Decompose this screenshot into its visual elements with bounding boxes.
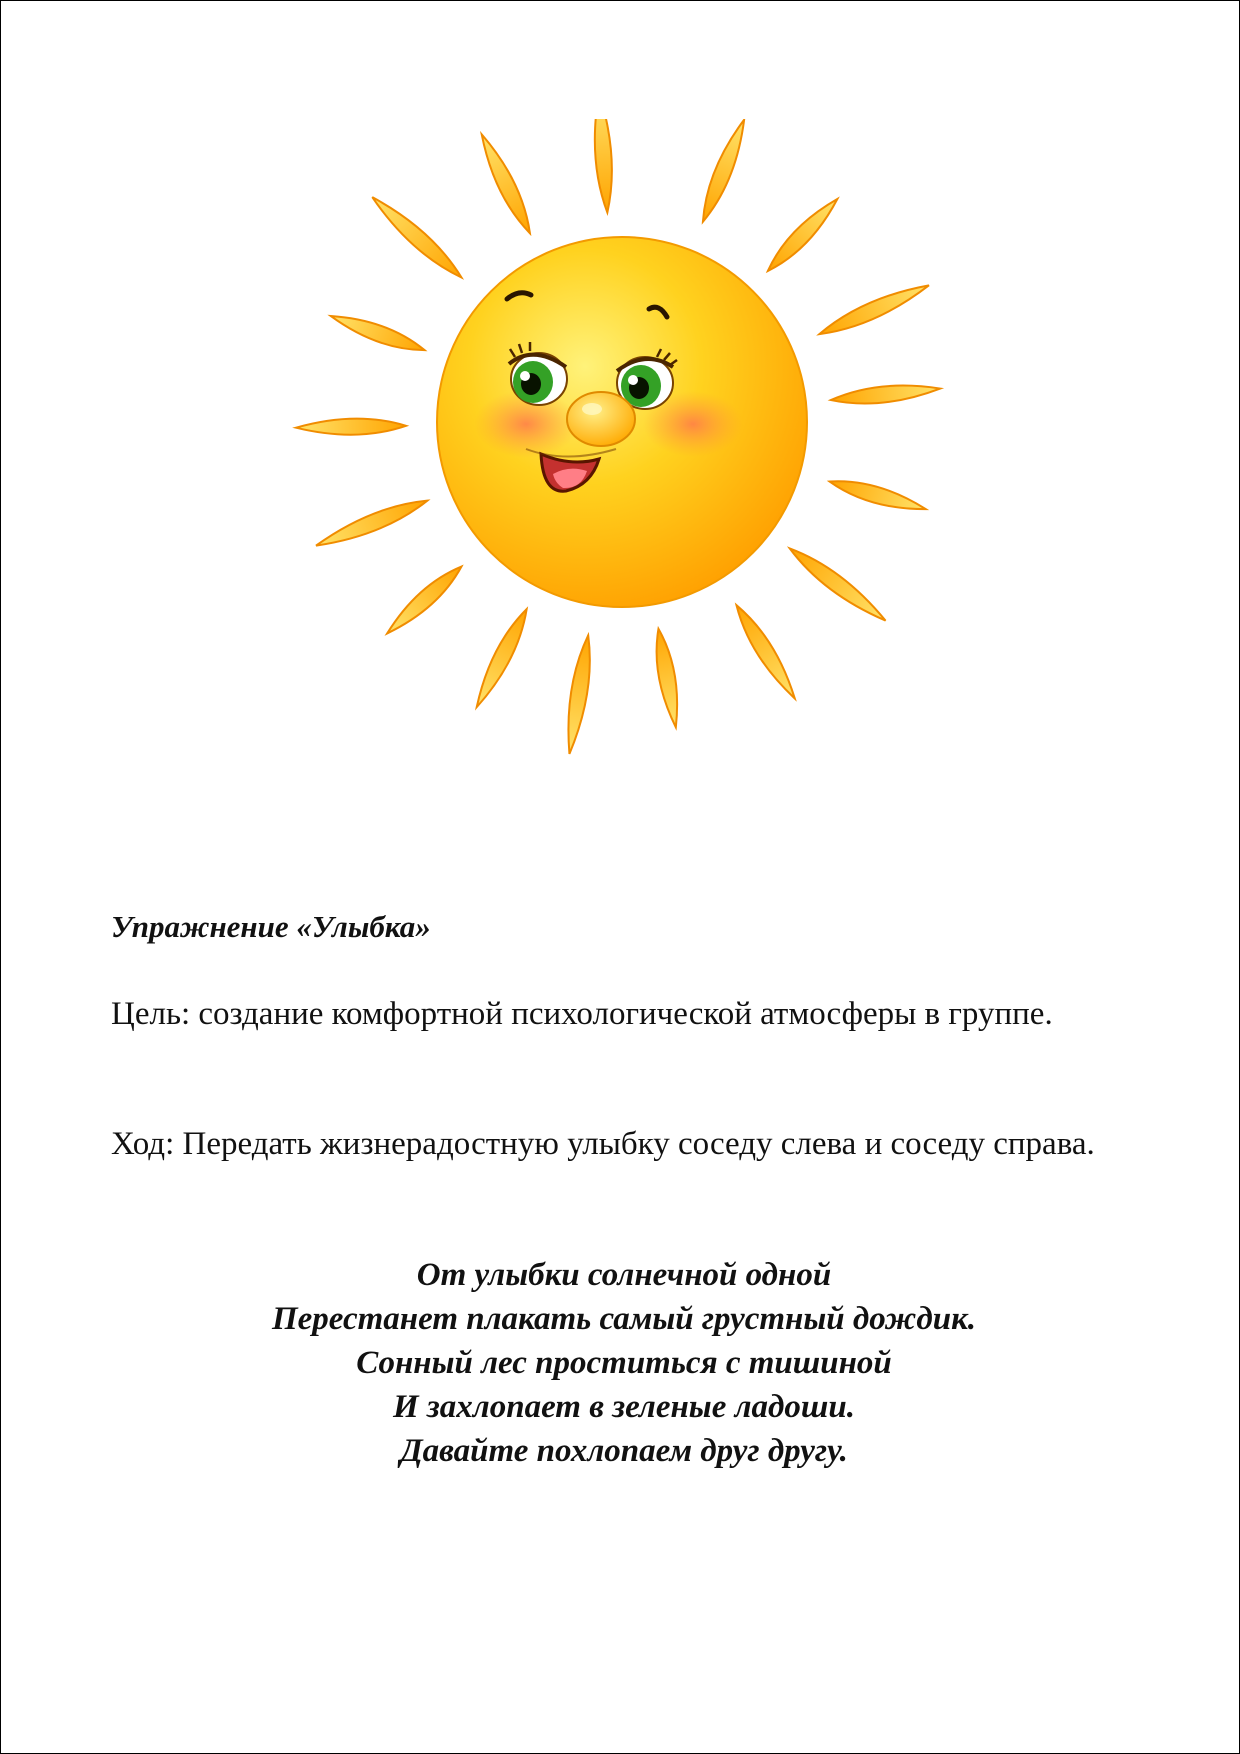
exercise-title: Упражнение «Улыбка» [111, 909, 431, 944]
sun-ray [328, 308, 427, 357]
sun-ray [367, 191, 467, 283]
sun-ray [382, 561, 467, 640]
poem [111, 1253, 1137, 1473]
sun-ray [827, 474, 928, 517]
sun-ray [296, 418, 406, 436]
sun-ray [785, 542, 890, 627]
poem-line: И захлопает в зеленые ладоши. [393, 1389, 855, 1425]
poem-line: От улыбки солнечной одной [416, 1257, 832, 1293]
sun-ray [762, 193, 843, 276]
sun-ray [730, 601, 802, 703]
poem-line: Давайте похлопаем друг другу. [400, 1433, 848, 1469]
sun-ray [313, 493, 430, 553]
sun-ray [470, 605, 534, 710]
sun-ray [562, 634, 597, 755]
exercise-procedure: Ход: Передать жизнерадостную улыбку соседу слева и соседу справа. [111, 1126, 1095, 1162]
poem-line: Сонный лес проститься с тишиной [356, 1345, 892, 1381]
exercise-goal: Цель: создание комфортной психологической атмосферы в группе. [111, 996, 1053, 1032]
nose [567, 392, 635, 446]
poem-line: Перестанет плакать самый грустный дождик. [271, 1301, 977, 1337]
sun-ray [695, 119, 751, 225]
sun-ray [591, 119, 615, 213]
sun-ray [475, 131, 538, 237]
sun-ray [651, 627, 684, 728]
sun-ray [816, 278, 932, 341]
smiling-sun-icon [221, 119, 1021, 829]
sun-ray [830, 381, 941, 408]
